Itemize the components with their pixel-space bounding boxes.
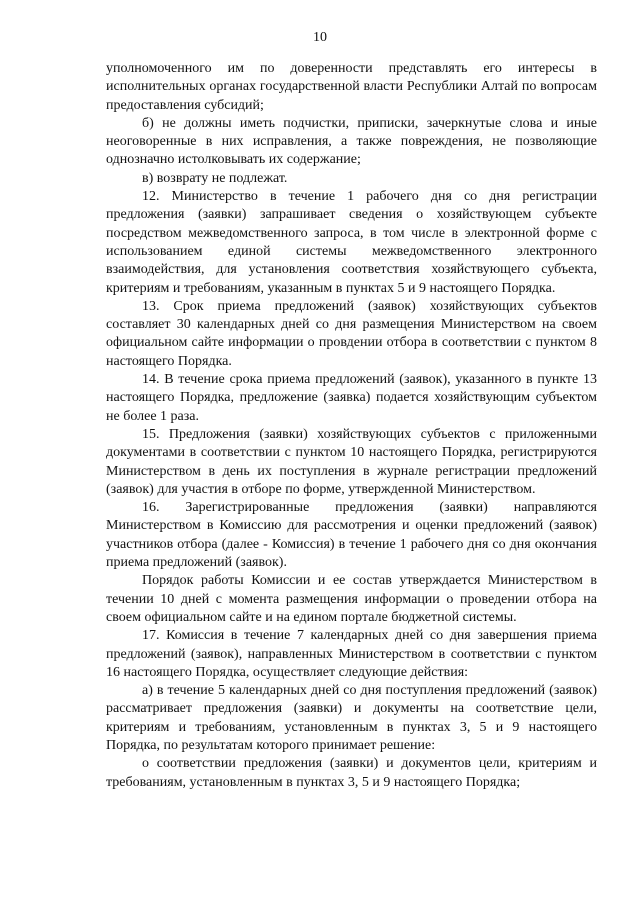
paragraph: 16. Зарегистрированные предложения (заявки) направляются Министерством в Комиссию для рассмотрения и оценки предложений (заявок) участников отбора (далее - Комиссия) в течение 1 рабочего дня со дня окончания приема предложений (заявок).: [106, 500, 597, 571]
page-number: 10: [313, 30, 327, 45]
paragraph: 12. Министерство в течение 1 рабочего дня со дня регистрации предложения (заявки) запрашивает сведения о хозяйствующем субъекте посредством межведомственного запроса, в том числе в электронной форме с использованием единой системы межведомственного электронного взаимодействия, для установления соответствия хозяйствующего субъекта, критериям и требованиям, указанным в пунктах 5 и 9 настоящего Порядка.: [106, 189, 597, 296]
paragraph: Порядок работы Комиссии и ее состав утверждается Министерством в течении 10 дней с момента размещения информации о проведении отбора на своем официальном сайте и на едином портале бюджетной системы.: [106, 573, 597, 625]
paragraph: 14. В течение срока приема предложений (заявок), указанного в пункте 13 настоящего Порядка, предложение (заявка) подается хозяйствующим субъектом не более 1 раза.: [106, 372, 597, 424]
paragraph: 13. Срок приема предложений (заявок) хозяйствующих субъектов составляет 30 календарных дней со дня размещения Министерством на своем официальном сайте информации о провдении отбора в соответствии с пунктом 8 настоящего Порядка.: [106, 298, 597, 369]
paragraph: в) возврату не подлежат.: [142, 170, 288, 186]
paragraph: о соответствии предложения (заявки) и документов цели, критериям и требованиям, установленным в пунктах 3, 5 и 9 настоящего Порядка;: [106, 756, 597, 790]
paragraph: б) не должны иметь подчистки, приписки, зачеркнутые слова и иные неоговоренные в них исправления, а также повреждения, не позволяющие однозначно истолковывать их содержание;: [106, 115, 597, 168]
paragraph: 17. Комиссия в течение 7 календарных дней со дня завершения приема предложений (заявок), направленных Министерством в соответствии с пунктом 16 настоящего Порядка, осуществляет следующие действия:: [106, 628, 597, 680]
document-body: [106, 60, 597, 792]
paragraph: 15. Предложения (заявки) хозяйствующих субъектов с приложенными документами в соответствии с пунктом 10 настоящего Порядка, регистрируются Министерством в день их поступления в журнале регистрации предложений (заявок) для участия в отборе по форме, утвержденной Министерством.: [106, 426, 597, 497]
paragraph: а) в течение 5 календарных дней со дня поступления предложений (заявок) рассматривает предложения (заявки) и документы на соответствие цели, критериям и требованиям, установленным в пунктах 3, 5 и 9 настоящего Порядка, по результатам которого принимает решение:: [106, 683, 597, 753]
paragraph: уполномоченного им по доверенности представлять его интересы в исполнительных органах государственной власти Республики Алтай по вопросам предоставления субсидий;: [106, 61, 597, 113]
